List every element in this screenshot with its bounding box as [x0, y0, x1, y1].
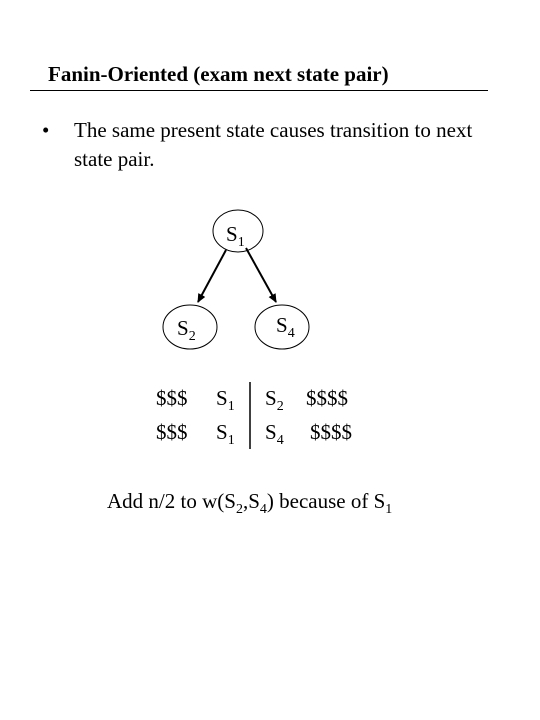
row-next-state: $S_2$: [265, 386, 284, 414]
row-present-state: $S_1$: [216, 386, 235, 414]
row-right-cost: $$$$: [306, 386, 348, 410]
row-next-state: $S_4$: [265, 420, 284, 448]
row-right-cost: $$$$: [310, 420, 352, 444]
footer-statement: Add n/2 to $w(S_2,S_4)$ because of $S_1$: [107, 489, 393, 517]
edge-s1-s2: [198, 250, 226, 302]
bullet-marker: •: [42, 118, 50, 142]
row-present-state: $S_1$: [216, 420, 235, 448]
row-left-cost: $$$: [156, 386, 188, 410]
node-s2-label: $S_2$: [177, 316, 196, 344]
node-s1-label: $S_1$: [226, 222, 245, 250]
table-row: [0, 386, 540, 416]
table-row: [0, 420, 540, 450]
node-s4-label: $S_4$: [276, 313, 295, 341]
bullet-text: The same present state causes transition to next state pair.: [74, 118, 473, 171]
row-left-cost: $$$: [156, 420, 188, 444]
edge-s1-s4: [246, 248, 276, 302]
slide-title: Fanin-Oriented (exam next state pair): [48, 62, 389, 86]
